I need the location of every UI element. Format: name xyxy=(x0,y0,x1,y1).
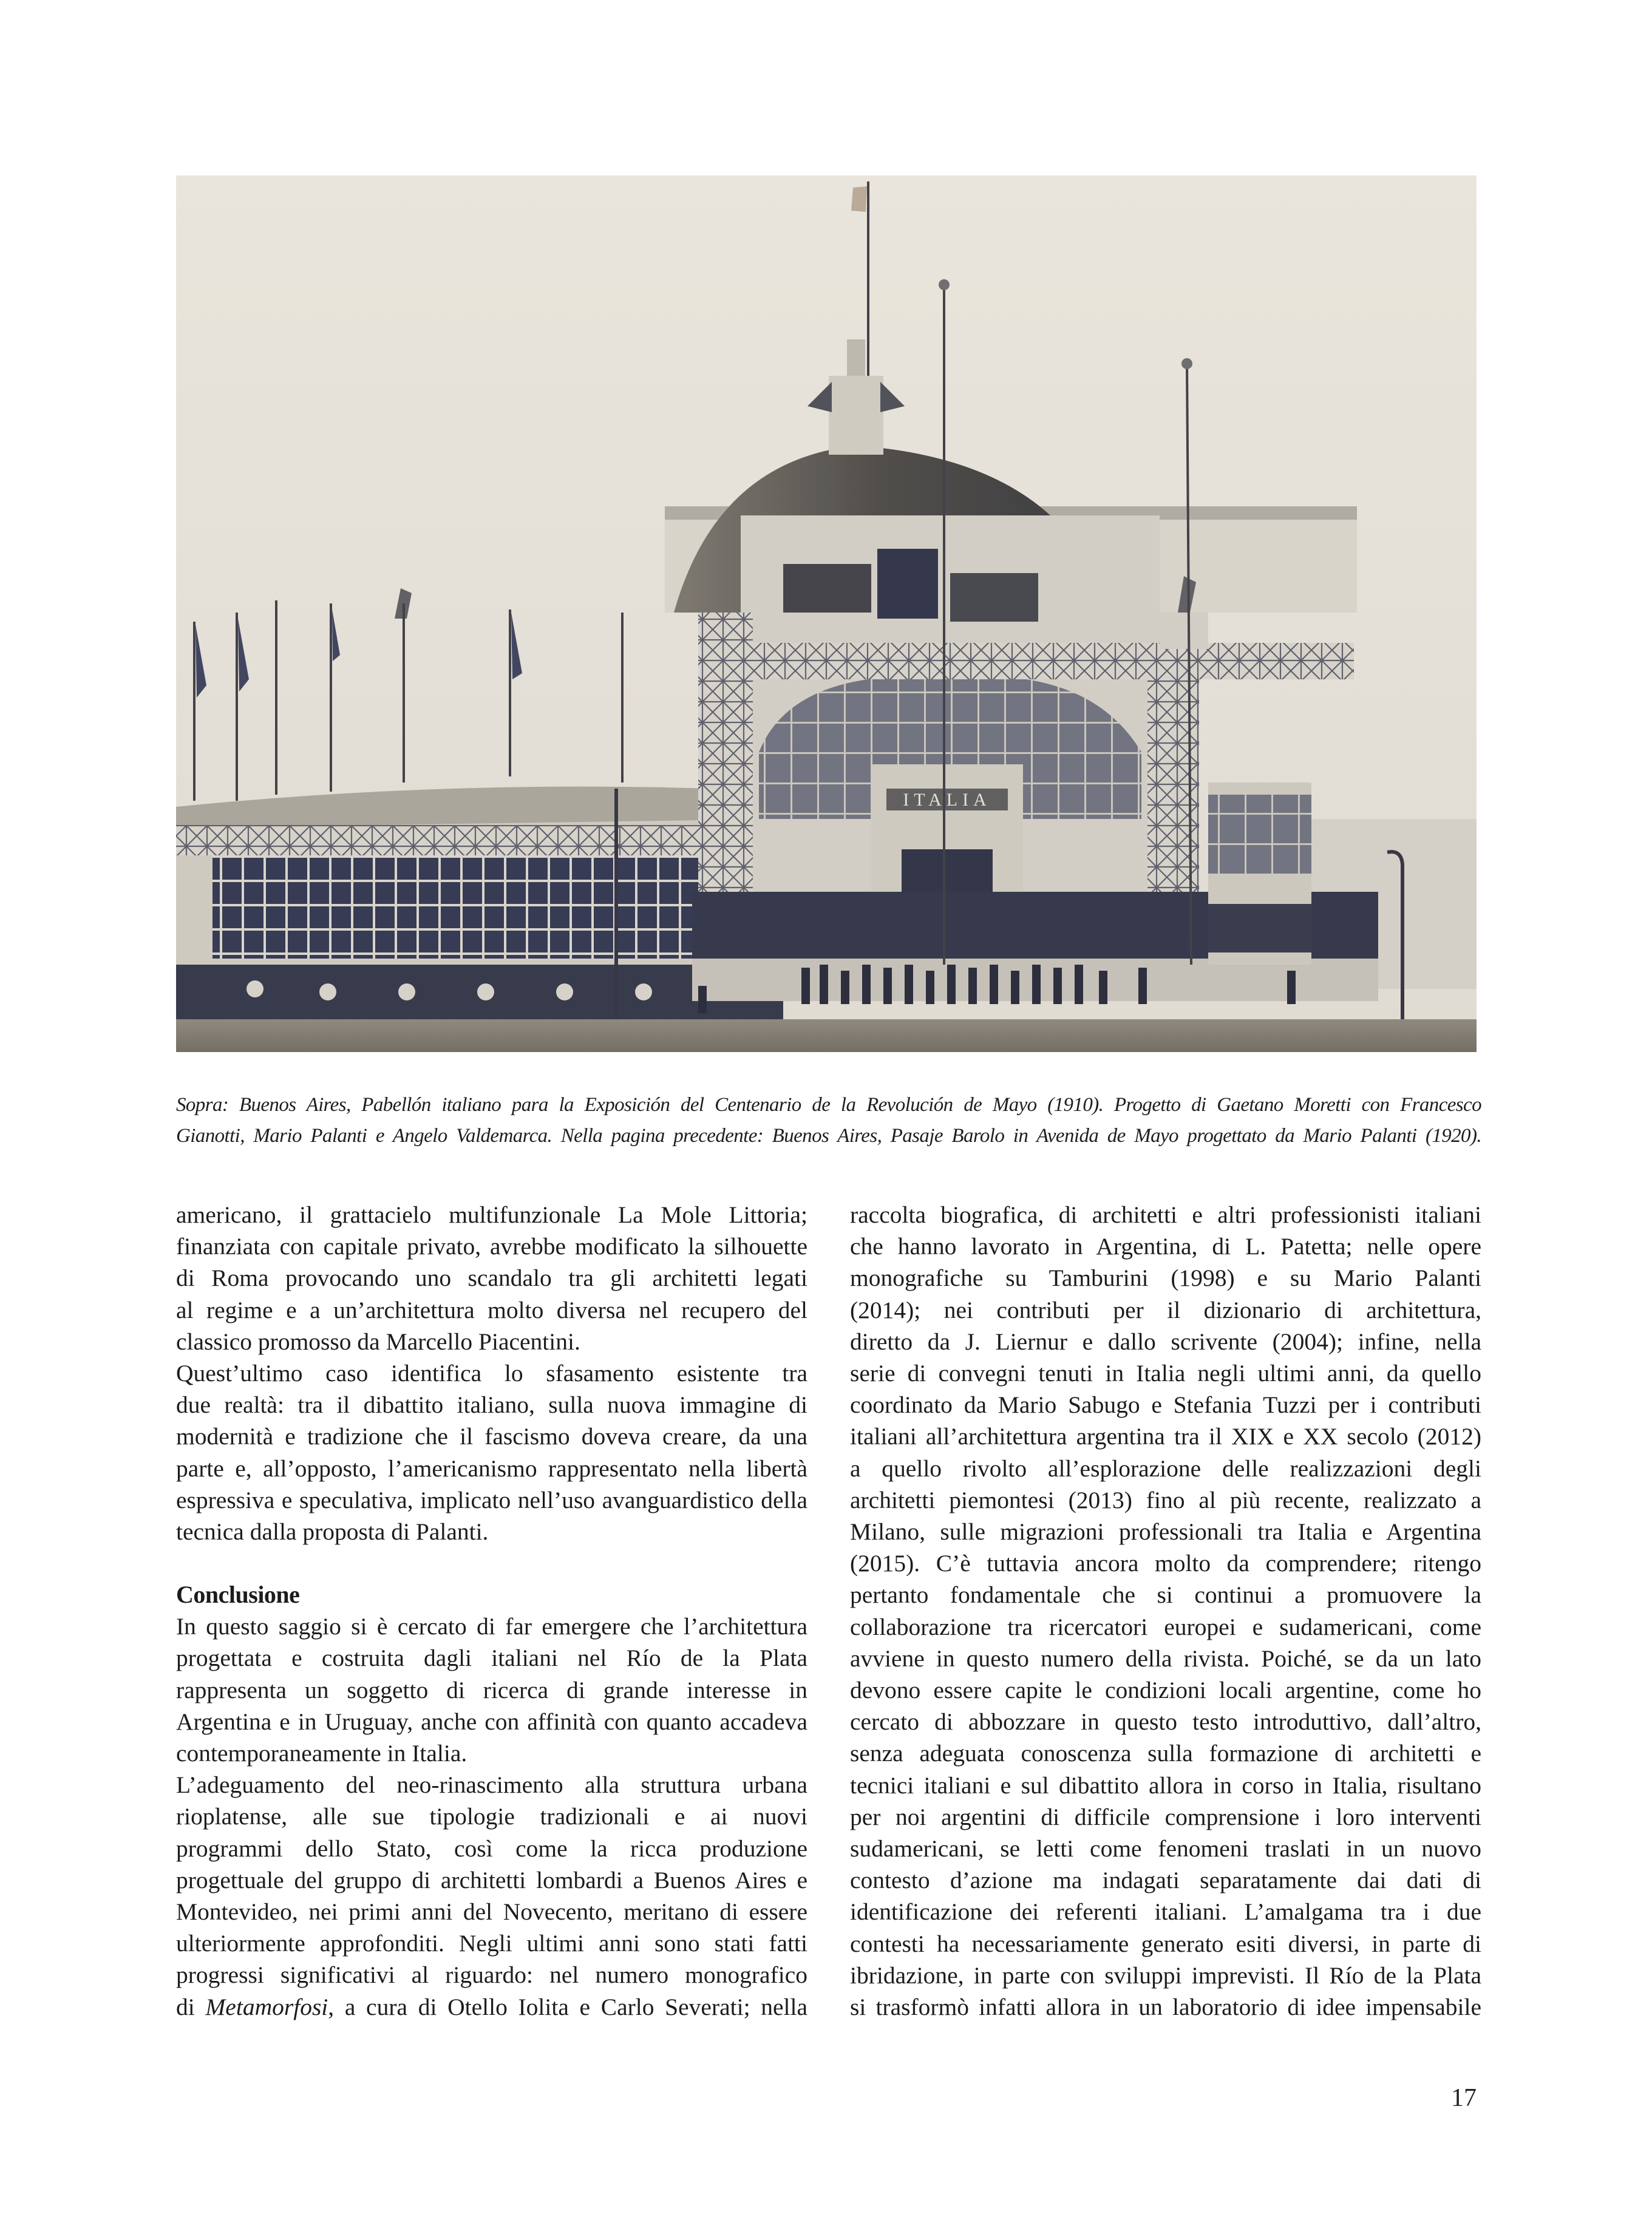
caption-line: Sopra: Buenos Aires, Pabellón italiano para la Exposición del Centenario de la Revolución de Mayo (1910). Progetto di Gaetano Moretti con Francesco xyxy=(176,1094,1481,1116)
text-line: per noi argentini di difficile comprensione i loro interventi xyxy=(850,1803,1481,1830)
text-line: serie di convegni tenuti in Italia negli ultimi anni, da quello xyxy=(850,1360,1481,1387)
text-line: pertanto fondamentale che si continui a promuovere la xyxy=(850,1581,1481,1609)
text-line: Montevideo, nei primi anni del Novecento, meritano di essere xyxy=(176,1898,807,1926)
text-line: rioplatense, alle sue tipologie tradizionali e ai nuovi xyxy=(176,1803,807,1830)
paragraph xyxy=(176,1769,807,2023)
text-line: espressiva e speculativa, implicato nell’uso avanguardistico della xyxy=(176,1486,807,1513)
italia-sign: ITALIA xyxy=(903,790,991,810)
text-line: diretto da J. Liernur e dallo scrivente (2004); infine, nella xyxy=(850,1328,1481,1355)
text-line: modernità e tradizione che il fascismo doveva creare, da una xyxy=(176,1423,807,1450)
pavilion-photograph xyxy=(176,175,1477,1052)
section-heading: Conclusione xyxy=(176,1581,300,1609)
text-line: monografiche su Tamburini (1998) e su Mario Palanti xyxy=(850,1265,1481,1292)
text-line: ibridazione, in parte con sviluppi imprevisti. Il Río de la Plata xyxy=(850,1961,1481,1989)
text-line: collaborazione tra ricercatori europei e sudamericani, come xyxy=(850,1613,1481,1640)
text-line: finanziata con capitale privato, avrebbe modificato la silhouette xyxy=(176,1233,807,1260)
paragraph xyxy=(176,1199,807,1357)
text-line: cercato di abbozzare in questo testo introduttivo, dall’altro, xyxy=(850,1708,1481,1736)
text-line: rappresenta un soggetto di ricerca di grande interesse in xyxy=(176,1676,807,1703)
journal-title: Metamorfosi xyxy=(205,1993,328,2020)
text-line: due realtà: tra il dibattito italiano, sulla nuova immagine di xyxy=(176,1391,807,1419)
text-line: di Roma provocando uno scandalo tra gli architetti legati xyxy=(176,1265,807,1292)
text-line: avviene in questo numero della rivista. Poiché, se da un lato xyxy=(850,1645,1481,1672)
figure-caption xyxy=(176,1090,1481,1152)
text-line: si trasformò infatti allora in un laboratorio di idee impensabile xyxy=(850,1994,1481,2021)
pavilion-photo-illustration xyxy=(176,175,1477,1052)
text-line: Milano, sulle migrazioni professionali tra Italia e Argentina xyxy=(850,1518,1481,1546)
paragraph xyxy=(176,1611,807,1769)
text-line: progettata e costruita dagli italiani nel Río de la Plata xyxy=(176,1645,807,1672)
text-line: In questo saggio si è cercato di far emergere che l’architettura xyxy=(176,1613,807,1640)
text-line: progettuale del gruppo di architetti lombardi a Buenos Aires e xyxy=(176,1866,807,1893)
caption-line: Gianotti, Mario Palanti e Angelo Valdemarca. Nella pagina precedente: Buenos Aires, Pasaje Barolo in Avenida de Mayo progettato da Mario Palanti (1920). xyxy=(176,1125,1481,1147)
text-fragment: , a cura di Otello Iolita e Carlo Severati; nella xyxy=(328,1993,807,2020)
text-line: raccolta biografica, di architetti e altri professionisti italiani xyxy=(850,1201,1481,1228)
body-column-left xyxy=(176,1199,807,2023)
paragraph xyxy=(850,1199,1481,2023)
body-column-right xyxy=(850,1199,1481,2023)
text-line: coordinato da Mario Sabugo e Stefania Tuzzi per i contributi xyxy=(850,1391,1481,1419)
text-line: che hanno lavorato in Argentina, di L. Patetta; nelle opere xyxy=(850,1233,1481,1260)
text-line: ulteriormente approfonditi. Negli ultimi anni sono stati fatti xyxy=(176,1930,807,1957)
text-line: parte e, all’opposto, l’americanismo rappresentato nella libertà xyxy=(176,1455,807,1482)
text-line: programmi dello Stato, così come la ricca produzione xyxy=(176,1835,807,1862)
text-line: (2014); nei contributi per il dizionario di architettura, xyxy=(850,1296,1481,1323)
text-line: contesto d’azione ma indagati separatamente dai dati di xyxy=(850,1867,1481,1894)
text-line: contemporaneamente in Italia. xyxy=(176,1740,467,1767)
text-line xyxy=(176,1991,807,2023)
text-line: devono essere capite le condizioni locali argentine, come ho xyxy=(850,1677,1481,1704)
text-line: al regime e a un’architettura molto diversa nel recupero del xyxy=(176,1296,807,1323)
text-line: sudamericani, se letti come fenomeni traslati in un nuovo xyxy=(850,1835,1481,1863)
text-line: Quest’ultimo caso identifica lo sfasamento esistente tra xyxy=(176,1360,807,1387)
page-number: 17 xyxy=(1451,2084,1477,2112)
text-line: classico promosso da Marcello Piacentini. xyxy=(176,1328,580,1355)
text-line: a quello rivolto all’esplorazione delle realizzazioni degli xyxy=(850,1455,1481,1482)
text-line: tecnici italiani e sul dibattito allora in corso in Italia, risultano xyxy=(850,1771,1481,1799)
paragraph xyxy=(176,1357,807,1547)
text-line: americano, il grattacielo multifunzionale La Mole Littoria; xyxy=(176,1201,807,1228)
section-spacer xyxy=(176,1547,807,1579)
text-line: progressi significativi al riguardo: nel numero monografico xyxy=(176,1961,807,1989)
text-line: (2015). C’è tuttavia ancora molto da comprendere; ritengo xyxy=(850,1550,1481,1577)
text-line: identificazione dei referenti italiani. L’amalgama tra i due xyxy=(850,1898,1481,1926)
text-line: L’adeguamento del neo-rinascimento alla struttura urbana xyxy=(176,1771,807,1799)
text-line: senza adeguata conoscenza sulla formazione di architetti e xyxy=(850,1740,1481,1767)
text-fragment: di xyxy=(176,1993,206,2020)
text-line: contesti ha necessariamente generato esiti diversi, in parte di xyxy=(850,1930,1481,1957)
text-line: Argentina e in Uruguay, anche con affinità con quanto accadeva xyxy=(176,1708,807,1735)
text-line: architetti piemontesi (2013) fino al più recente, realizzato a xyxy=(850,1486,1481,1513)
text-line: tecnica dalla proposta di Palanti. xyxy=(176,1518,489,1546)
text-line: italiani all’architettura argentina tra il XIX e XX secolo (2012) xyxy=(850,1423,1481,1450)
